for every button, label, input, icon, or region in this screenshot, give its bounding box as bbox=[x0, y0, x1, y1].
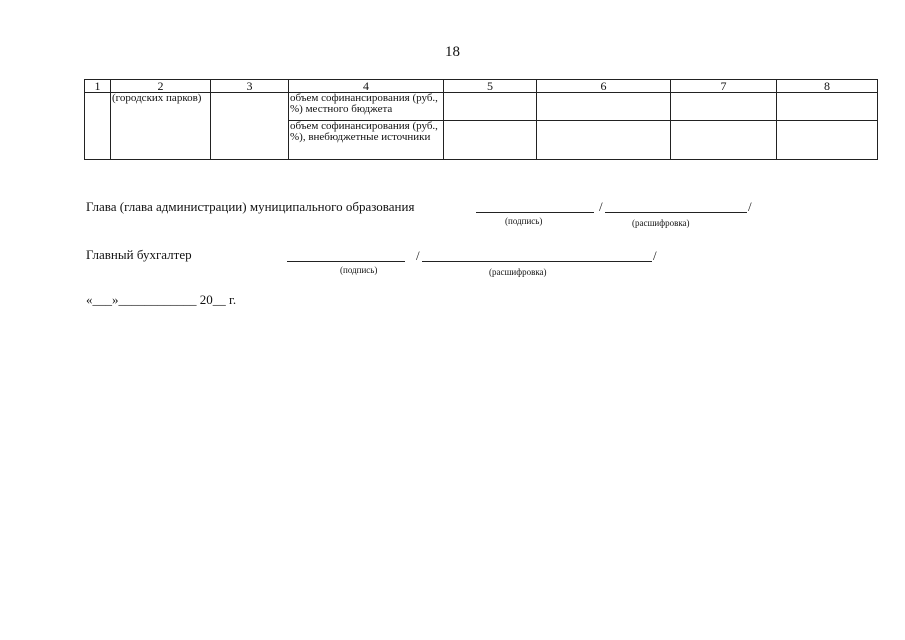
table-header-cell: 4 bbox=[289, 80, 444, 93]
table-header-row bbox=[85, 80, 878, 93]
head-decode-caption: (расшифровка) bbox=[632, 218, 690, 228]
accountant-sign-caption: (подпись) bbox=[340, 265, 378, 275]
accountant-decode-line bbox=[422, 249, 652, 262]
head-slash-right: / bbox=[748, 199, 752, 214]
head-signature-line bbox=[476, 200, 594, 213]
table-cell bbox=[671, 121, 777, 160]
accountant-slash-right: / bbox=[653, 248, 657, 263]
table-cell bbox=[671, 93, 777, 121]
accountant-decode-caption: (расшифровка) bbox=[489, 267, 547, 277]
table-cell bbox=[777, 93, 878, 121]
table-header-cell: 2 bbox=[111, 80, 211, 93]
table-cell bbox=[537, 93, 671, 121]
table-cell bbox=[777, 121, 878, 160]
table-header-cell: 6 bbox=[537, 80, 671, 93]
table-header-cell: 1 bbox=[85, 80, 111, 93]
table-cell-indicator: объем софинансирования (руб., %) местного бюджета bbox=[289, 93, 444, 121]
table-header-cell: 7 bbox=[671, 80, 777, 93]
table-cell-name: (городских парков) bbox=[111, 93, 211, 160]
head-decode-line bbox=[605, 200, 747, 213]
accountant-signature-label: Главный бухгалтер bbox=[86, 247, 192, 262]
table-cell bbox=[444, 93, 537, 121]
head-sign-caption: (подпись) bbox=[505, 216, 543, 226]
table-row bbox=[85, 93, 878, 121]
head-signature-label: Глава (глава администрации) муниципального образования bbox=[86, 199, 415, 214]
page-number: 18 bbox=[445, 44, 460, 60]
form-table bbox=[84, 79, 878, 160]
table-cell bbox=[537, 121, 671, 160]
table-header-cell: 8 bbox=[777, 80, 878, 93]
table-cell bbox=[211, 93, 289, 160]
head-slash-left: / bbox=[599, 199, 603, 214]
table-header-cell: 5 bbox=[444, 80, 537, 93]
table-cell-indicator: объем софинансирования (руб., %), внебюджетные источники bbox=[289, 121, 444, 160]
accountant-signature-line bbox=[287, 249, 405, 262]
table-cell bbox=[444, 121, 537, 160]
accountant-slash-left: / bbox=[416, 248, 420, 263]
date-line: «___»____________ 20__ г. bbox=[86, 292, 237, 307]
table-cell bbox=[85, 93, 111, 160]
table-header-cell: 3 bbox=[211, 80, 289, 93]
